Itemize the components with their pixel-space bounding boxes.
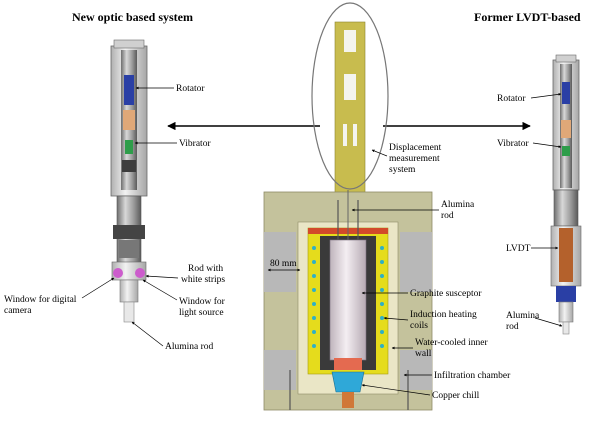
center-alumina-label-1: Alumina (441, 200, 475, 210)
window-camera-label-2: camera (4, 306, 32, 316)
chamber-label: Infiltration chamber (434, 371, 511, 381)
right-alumina-label-1: Alumina (506, 311, 540, 321)
lvdt-label: LVDT (506, 244, 531, 254)
window-camera-leader (82, 278, 114, 298)
scale-label: 80 mm (270, 259, 297, 269)
optic-rod-assembly (111, 40, 147, 322)
water-label-2: wall (415, 349, 432, 359)
right-alumina-leader (535, 318, 562, 326)
copper-label: Copper chill (432, 391, 480, 401)
window-light-label-1: Window for (179, 297, 225, 307)
lvdt-core (559, 228, 573, 282)
left-rotator-label: Rotator (176, 84, 205, 94)
window-light-label-2: light source (179, 308, 224, 318)
right-rotator-label: Rotator (497, 94, 526, 104)
left-vibrator-part (125, 140, 133, 154)
graphite-susceptor (330, 240, 366, 360)
rod-strips-label-1: Rod with (188, 264, 224, 274)
center-alumina-label-2: rod (441, 211, 454, 221)
displacement-label-2: measurement (389, 154, 440, 164)
rod-strips-leader (146, 276, 178, 278)
right-title: Former LVDT-based (474, 10, 581, 24)
displacement-label-1: Displacement (389, 143, 442, 153)
left-vibrator-label: Vibrator (179, 139, 211, 149)
displacement-measurement-system (312, 3, 388, 222)
induction-label-2: coils (410, 321, 428, 331)
left-alumina-rod-label: Alumina rod (165, 342, 214, 352)
light-window-marker (135, 268, 145, 278)
lvdt-rod-assembly (551, 55, 581, 334)
left-copper-part (123, 110, 135, 130)
left-rotator-part (124, 75, 134, 105)
induction-label-1: Induction heating (410, 310, 477, 320)
water-label-1: Water-cooled inner (415, 338, 488, 348)
infiltration-chamber (264, 190, 432, 410)
camera-window-marker (113, 268, 123, 278)
displacement-label-3: system (389, 165, 416, 175)
copper-chill (332, 372, 364, 392)
right-vibrator-label: Vibrator (497, 139, 529, 149)
left-title: New optic based system (72, 10, 193, 24)
window-light-leader (143, 280, 177, 300)
rod-strips-label-2: white strips (181, 275, 226, 285)
graphite-label: Graphite susceptor (410, 289, 482, 299)
window-camera-label-1: Window for digital (4, 295, 77, 305)
left-alumina-leader (132, 322, 163, 346)
right-alumina-label-2: rod (506, 322, 519, 332)
